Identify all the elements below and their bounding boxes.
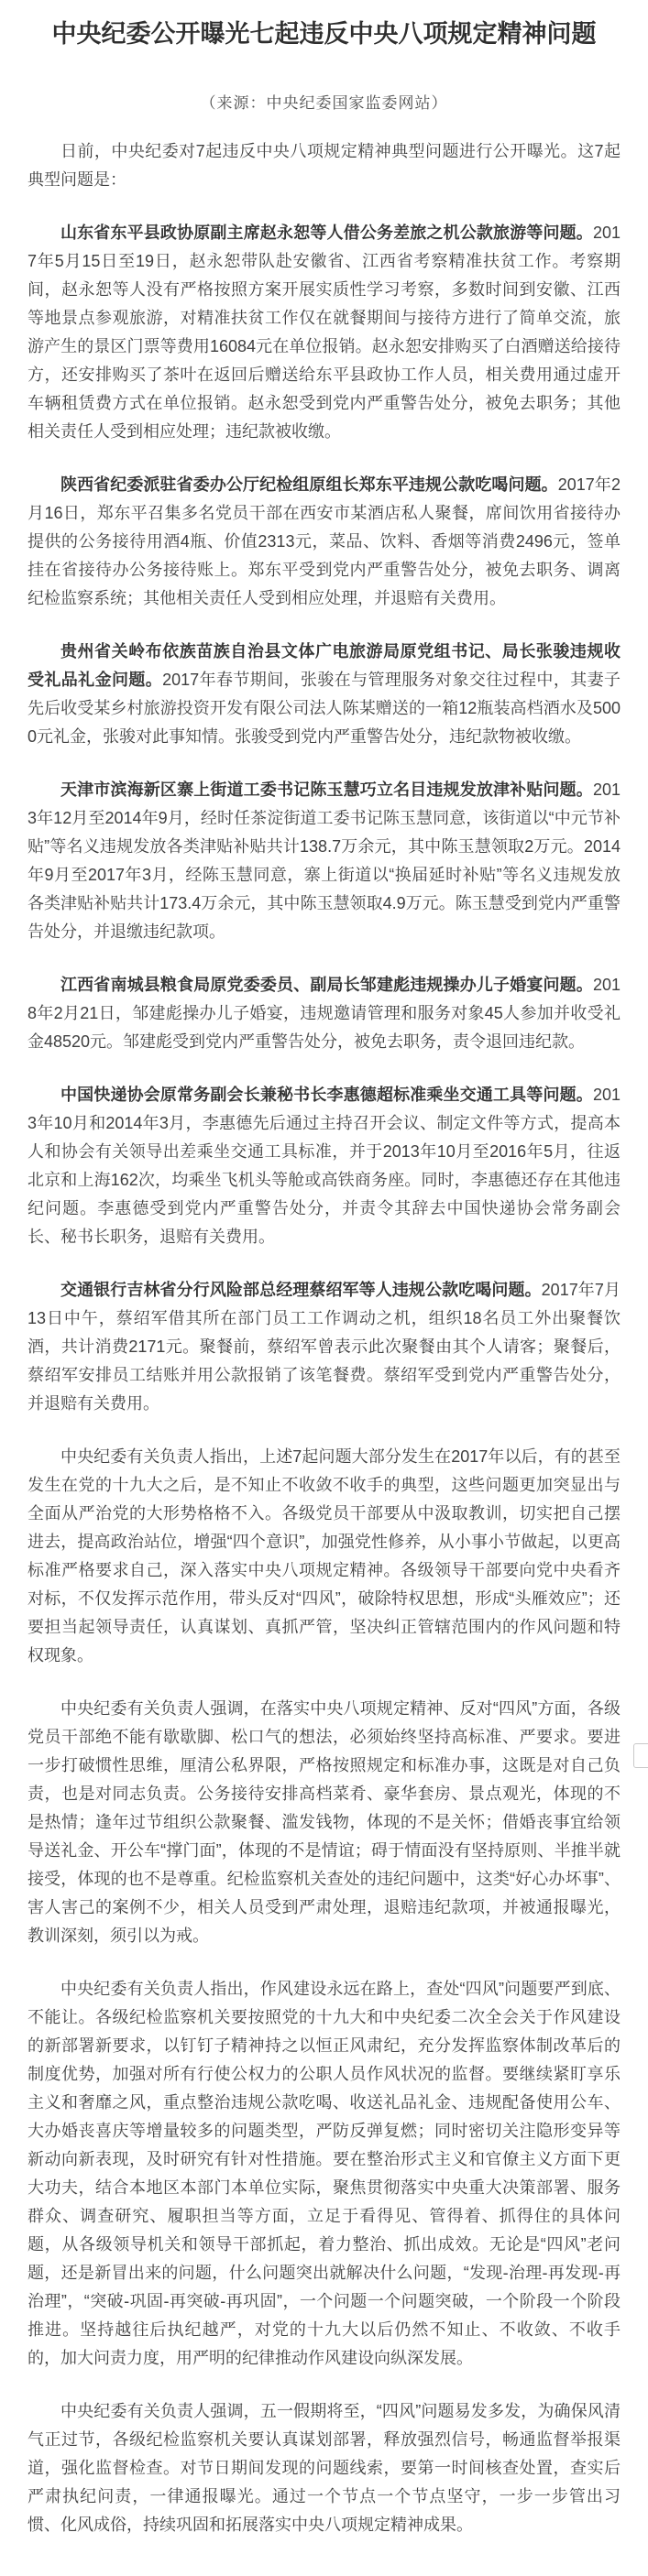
case-body-6: 2013年10月和2014年3月，李惠德先后通过主持召开会议、制定文件等方式，提高本人和协会有关领导出差乘坐交通工具标准，并于2013年10月至2016年5月，往返北京和上海162次，均乘坐飞机头等舱或高铁商务座。同时，李惠德还存在其他违纪问题。李惠德受到党内严重警告处分，并责令其辞去中国快递协会常务副会长、秘书长职务，退赔有关费用。 [27, 1086, 621, 1246]
commentary-paragraph-3: 中央纪委有关负责人指出，作风建设永远在路上，查处“四风”问题要严到底、不能让。各级纪检监察机关要按照党的十九大和中央纪委二次全会关于作风建设的新部署新要求，以钉钉子精神持之以恒正风肃纪，充分发挥监察体制改革后的制度优势，加强对所有行使公权力的公职人员作风状况的监督。要继续紧盯享乐主义和奢靡之风，重点整治违规公款吃喝、收送礼品礼金、违规配备使用公车、大办婚丧喜庆等增量较多的问题类型，严防反弹复燃；同时密切关注隐形变异等新动向新表现，及时研究有针对性措施。要在整治形式主义和官僚主义方面下更大功夫，结合本地区本部门本单位实际，聚焦贯彻落实中央重大决策部署、服务群众、调查研究、履职担当等方面，立足于看得见、管得着、抓得住的具体问题，从各级领导机关和领导干部抓起，着力整治、抓出成效。无论是“四风”老问题，还是新冒出来的问题，什么问题突出就解决什么问题，“发现-治理-再发现-再治理”，“突破-巩固-再突破-再巩固”，一个问题一个问题突破，一个阶段一个阶段推进。坚持越往后执纪越严，对党的十九大以后仍然不知止、不收敛、不收手的，加大问责力度，用严明的纪律推动作风建设向纵深发展。 [27, 1980, 621, 2367]
article-title: 中央纪委公开曝光七起违反中央八项规定精神问题 [51, 20, 597, 48]
case-lead-2: 陕西省纪委派驻省委办公厅纪检组原组长郑东平违规公款吃喝问题。 [60, 475, 558, 494]
floating-widget-partial[interactable] [633, 1743, 648, 1768]
case-body-5: 2018年2月21日，邹建彪操办儿子婚宴，违规邀请管理和服务对象45人参加并收受礼金48520元。邹建彪受到党内严重警告处分，被免去职务，责令退回违纪款。 [27, 976, 621, 1051]
case-body-7: 2017年7月13日中午，蔡绍军借其所在部门员工工作调动之机，组织18名员工外出聚餐饮酒，共计消费2171元。聚餐前，蔡绍军曾表示此次聚餐由其个人请客；聚餐后，蔡绍军安排员工结账并用公款报销了该笔餐费。蔡绍军受到党内严重警告处分，并退赔有关费用。 [27, 1281, 621, 1413]
case-lead-6: 中国快递协会原常务副会长兼秘书长李惠德超标准乘坐交通工具等问题。 [60, 1086, 593, 1104]
commentary-paragraph-4: 中央纪委有关负责人强调，五一假期将至，“四风”问题易发多发，为确保风清气正过节，各级纪检监察机关要认真谋划部署，释放强烈信号，畅通监督举报渠道，强化监督检查。对节日期间发现的问题线索，要第一时间核查处置，查实后严肃执纪问责，一律通报曝光。通过一个节点一个节点坚守，一步一步管出习惯、化风成俗，持续巩固和拓展落实中央八项规定精神成果。 [27, 2402, 621, 2534]
case-body-1: 2017年5月15日至19日，赵永恕带队赴安徽省、江西省考察精准扶贫工作。考察期间，赵永恕等人没有严格按照方案开展实质性学习考察，多数时间到安徽、江西等地景点参观旅游，对精准扶贫工作仅在就餐期间与接待方进行了简单交流，旅游产生的景区门票等费用16084元在单位报销。赵永恕安排购买了白酒赠送给接待方，还安排购买了茶叶在返回后赠送给东平县政协工作人员，相关费用通过虚开车辆租赁费方式在单位报销。赵永恕受到党内严重警告处分，被免去职务；其他相关责任人受到相应处理；违纪款被收缴。 [27, 224, 621, 441]
case-paragraph-2 [27, 471, 621, 613]
case-paragraph-1 [27, 219, 621, 446]
intro-text: 日前，中央纪委对7起违反中央八项规定精神典型问题进行公开曝光。这7起典型问题是： [27, 142, 621, 189]
case-lead-1: 山东省东平县政协原副主席赵永恕等人借公务差旅之机公款旅游等问题。 [60, 224, 593, 242]
case-lead-3: 贵州省关岭布依族苗族自治县文体广电旅游局原党组书记、局长张骏违规收受礼品礼金问题。 [27, 642, 621, 689]
case-paragraph-5 [27, 971, 621, 1056]
commentary-paragraph-2: 中央纪委有关负责人强调，在落实中央八项规定精神、反对“四风”方面，各级党员干部绝不能有歇歇脚、松口气的想法，必须始终坚持高标准、严要求。要进一步打破惯性思维，厘清公私界限，严格按照规定和标准办事，这既是对自己负责，也是对同志负责。公务接待安排高档菜肴、豪华套房、景点观光，体现的不是热情；逢年过节组织公款聚餐、滥发钱物，体现的不是关怀；借婚丧事宜给领导送礼金、开公车“撑门面”，体现的不是情谊；碍于情面没有坚持原则、半推半就接受，体现的也不是尊重。纪检监察机关查处的违纪问题中，这类“好心办坏事”、害人害己的案例不少，相关人员受到严肃处理，退赔违纪款项，并被通报曝光，教训深刻，须引以为戒。 [27, 1699, 621, 1945]
case-lead-4: 天津市滨海新区寨上街道工委书记陈玉慧巧立名目违规发放津补贴问题。 [60, 780, 593, 799]
case-paragraph-6 [27, 1081, 621, 1251]
case-body-2: 2017年2月16日，郑东平召集多名党员干部在西安市某酒店私人聚餐，席间饮用省接待办提供的公务接待用酒4瓶、价值2313元，菜品、饮料、香烟等消费2496元，签单挂在省接待办公务接待账上。郑东平受到党内严重警告处分，被免去职务、调离纪检监察系统；其他相关责任人受到相应处理，并退赔有关费用。 [27, 475, 621, 607]
case-body-3: 2017年春节期间，张骏在与管理服务对象交往过程中，其妻子先后收受某乡村旅游投资开发有限公司法人陈某赠送的一箱12瓶装高档酒水及5000元礼金，张骏对此事知情。张骏受到党内严重警告处分，违纪款物被收缴。 [27, 671, 621, 746]
case-paragraph-3 [27, 638, 621, 751]
case-body-4: 2013年12月至2014年9月，经时任茶淀街道工委书记陈玉慧同意，该街道以“中元节补贴”等名义违规发放各类津贴补贴共计138.7万余元，其中陈玉慧领取2万元。2014年9月至2017年3月，经陈玉慧同意，寨上街道以“换届延时补贴”等名义违规发放各类津贴补贴共计173.4万余元，其中陈玉慧领取4.9万元。陈玉慧受到党内严重警告处分，并退缴违纪款项。 [27, 780, 621, 941]
intro-paragraph [27, 137, 621, 194]
case-paragraph-7 [27, 1276, 621, 1418]
commentary-paragraph-1: 中央纪委有关负责人指出，上述7起问题大部分发生在2017年以后，有的甚至发生在党的十九大之后，是不知止不收敛不收手的典型，这些问题更加突显出与全面从严治党的大形势格格不入。各级党员干部要从中汲取教训，切实把自己摆进去，提高政治站位，增强“四个意识”，加强党性修养，从小事小节做起，以更高标准严格要求自己，深入落实中央八项规定精神。各级领导干部要向党中央看齐对标，不仅发挥示范作用，带头反对“四风”，破除特权思想，形成“头雁效应”；还要担当起领导责任，认真谋划、真抓严管，坚决纠正管辖范围内的作风问题和特权现象。 [27, 1447, 621, 1665]
case-lead-7: 交通银行吉林省分行风险部总经理蔡绍军等人违规公款吃喝问题。 [60, 1281, 542, 1299]
article-source: （来源：中央纪委国家监委网站） [200, 94, 448, 112]
article-body [27, 137, 621, 2539]
case-lead-5: 江西省南城县粮食局原党委委员、副局长邹建彪违规操办儿子婚宴问题。 [60, 976, 593, 994]
case-paragraph-4 [27, 776, 621, 946]
